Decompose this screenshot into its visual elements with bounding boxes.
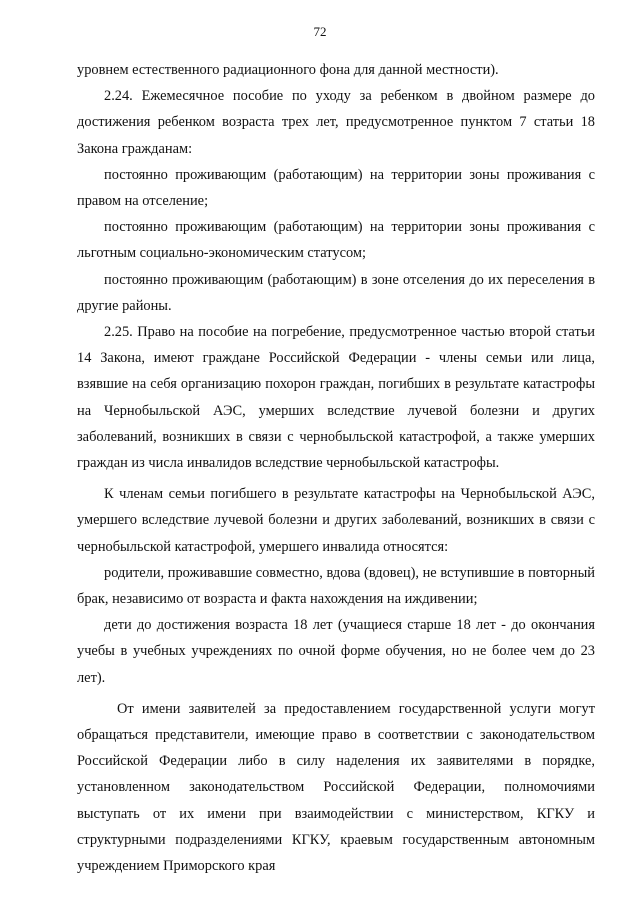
document-body: [77, 57, 595, 879]
paragraph-2-24: 2.24. Ежемесячное пособие по уходу за ребенком в двойном размере до достижения ребенком возраста трех лет, предусмотренное пунктом 7 статьи 18 Закона гражданам:: [77, 88, 595, 157]
paragraph-continuation: уровнем естественного радиационного фона для данной местности).: [77, 62, 499, 78]
paragraph-resettlement-right: постоянно проживающим (работающим) на территории зоны проживания с правом на отселение;: [77, 166, 595, 210]
page-number: 72: [313, 24, 327, 39]
paragraph-preferential-status: постоянно проживающим (работающим) на территории зоны проживания с льготным социально-экономическим статусом;: [77, 219, 595, 262]
paragraph-2-25: 2.25. Право на пособие на погребение, предусмотренное частью второй статьи 14 Закона, имеют граждане Российской Федерации - члены семьи или лица, взявшие на себя организацию похорон граждан, погибших в результате катастрофы на Чернобыльской АЭС, умерших вследствие лучевой болезни и других заболеваний, возникших в связи с чернобыльской катастрофой, а также умерших граждан из числа инвалидов вследствие чернобыльской катастрофы.: [77, 324, 595, 472]
paragraph-representatives: От имени заявителей за предоставлением государственной услуги могут обращаться представители, имеющие право в соответствии с законодательством Российской Федерации либо в силу наделения их заявителями в порядке, установленном законодательством Российской Федерации, полномочиями выступать от их имени при взаимодействии с министерством, КГКУ и структурными подразделениями КГКУ, краевым государственным автономным учреждением Приморского края: [77, 700, 595, 875]
paragraph-children: дети до достижения возраста 18 лет (учащиеся старше 18 лет - до окончания учебы в учебных учреждениях по очной форме обучения, но не более чем до 23 лет).: [77, 617, 595, 686]
paragraph-resettlement-zone: постоянно проживающим (работающим) в зоне отселения до их переселения в другие районы.: [77, 271, 595, 314]
paragraph-family-members: К членам семьи погибшего в результате катастрофы на Чернобыльской АЭС, умершего вследствие лучевой болезни и других заболеваний, возникших в связи с чернобыльской катастрофой, умершего инвалида относятся:: [77, 486, 595, 555]
paragraph-parents: родители, проживавшие совместно, вдова (вдовец), не вступившие в повторный брак, независимо от возраста и факта нахождения на иждивении;: [77, 564, 595, 608]
